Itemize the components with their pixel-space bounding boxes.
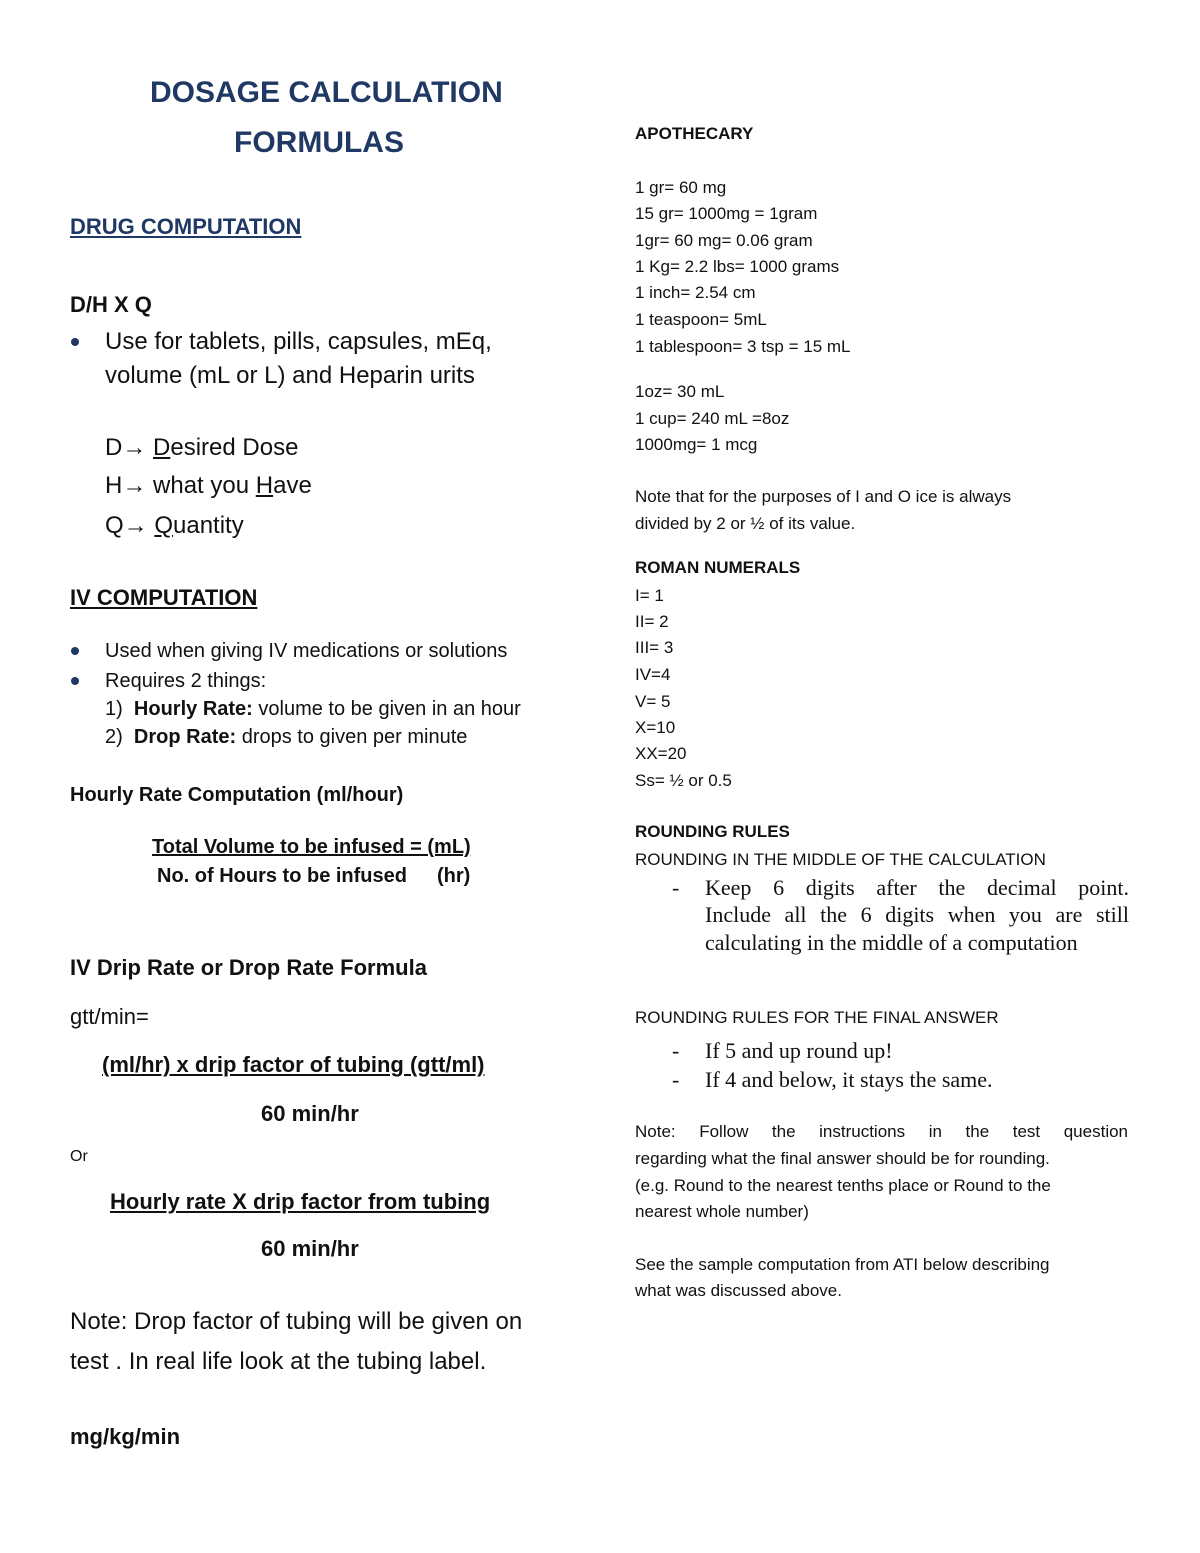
apothecary-heading: APOTHECARY (635, 124, 754, 143)
use-for-line-1: Use for tablets, pills, capsules, mEq, (105, 328, 492, 355)
keep-digits-line-2: Include all the 6 digits when you are still (705, 902, 1129, 927)
apothecary-item: 1gr= 60 mg= 0.06 gram (635, 231, 813, 250)
fraction-denominator: No. of Hours to be infused (hr) (157, 865, 471, 887)
rounding-rule-2: If 4 and below, it stays the same. (705, 1067, 993, 1092)
rounding-note-line-4: nearest whole number) (635, 1202, 809, 1221)
mg-kg-min-heading: mg/kg/min (70, 1424, 181, 1449)
roman-item: Ss= ½ or 0.5 (635, 771, 732, 790)
apothecary-item: 1 cup= 240 mL =8oz (635, 409, 790, 428)
roman-item: XX=20 (635, 744, 687, 763)
dash-marker: - (672, 1067, 680, 1092)
apothecary-item: 1 tablespoon= 3 tsp = 15 mL (635, 337, 851, 356)
roman-item: I= 1 (635, 586, 664, 605)
d-definition: D→ Desired Dose (105, 434, 299, 461)
title-line-1: DOSAGE CALCULATION (150, 76, 503, 109)
apothecary-item: 15 gr= 1000mg = 1gram (635, 204, 818, 223)
q-definition: Q→ Quantity (105, 512, 244, 539)
ice-note-line-1: Note that for the purposes of I and O ice is always (635, 487, 1012, 506)
iv-bullet-2: Requires 2 things: (105, 670, 267, 692)
apothecary-item: 1 gr= 60 mg (635, 178, 727, 197)
iv-bullet-1: Used when giving IV medications or solutions (105, 640, 508, 662)
dash-marker: - (672, 875, 680, 900)
keep-digits-line-3: calculating in the middle of a computation (705, 930, 1078, 955)
or-label: Or (70, 1148, 88, 1165)
apothecary-item: 1 teaspoon= 5mL (635, 310, 767, 329)
apothecary-item: 1000mg= 1 mcg (635, 435, 758, 454)
arrow-icon: → (123, 512, 148, 539)
roman-item: X=10 (635, 718, 676, 737)
title-line-2: FORMULAS (234, 126, 404, 159)
rounding-note-line-2: regarding what the final answer should be for rounding. (635, 1149, 1050, 1168)
hourly-rate-heading: Hourly Rate Computation (ml/hour) (70, 784, 404, 806)
use-for-line-2: volume (mL or L) and Heparin urits (105, 362, 475, 389)
hourly-rate-item: 1) Hourly Rate: volume to be given in an hour (105, 698, 521, 720)
apothecary-item: 1 Kg= 2.2 lbs= 1000 grams (635, 257, 840, 276)
h-definition: H→ what you Have (105, 472, 312, 499)
drop-factor-note-1: Note: Drop factor of tubing will be given on (70, 1308, 523, 1335)
keep-digits-line-1: Keep 6 digits after the decimal point. (705, 875, 1129, 900)
gtt-min-label: gtt/min= (70, 1004, 149, 1029)
rounding-rules-heading: ROUNDING RULES (635, 822, 790, 841)
rounding-note-line-3: (e.g. Round to the nearest tenths place or Round to the (635, 1176, 1051, 1195)
drip-formula-2-denominator: 60 min/hr (261, 1236, 359, 1261)
apothecary-item: 1oz= 30 mL (635, 382, 725, 401)
roman-item: III= 3 (635, 638, 674, 657)
dash-marker: - (672, 1038, 680, 1063)
arrow-icon: → (122, 472, 147, 499)
roman-numerals-heading: ROMAN NUMERALS (635, 558, 801, 577)
see-sample-line-1: See the sample computation from ATI below describing (635, 1255, 1050, 1274)
bullet-icon (71, 677, 79, 685)
roman-item: II= 2 (635, 612, 669, 631)
iv-computation-heading: IV COMPUTATION (70, 585, 258, 610)
ice-note-line-2: divided by 2 or ½ of its value. (635, 514, 856, 533)
drug-computation-heading: DRUG COMPUTATION (70, 214, 302, 239)
roman-item: V= 5 (635, 692, 671, 711)
drop-factor-note-2: test . In real life look at the tubing label. (70, 1348, 487, 1375)
drip-rate-heading: IV Drip Rate or Drop Rate Formula (70, 955, 427, 980)
drip-formula-2-numerator: Hourly rate X drip factor from tubing (110, 1189, 491, 1214)
bullet-icon (71, 338, 79, 346)
rounding-rule-1: If 5 and up round up! (705, 1038, 893, 1063)
dhq-formula: D/H X Q (70, 292, 152, 317)
rounding-note-line-1: Note: Follow the instructions in the test question (635, 1122, 1128, 1141)
arrow-icon: → (122, 434, 147, 461)
drip-formula-1-numerator: (ml/hr) x drip factor of tubing (gtt/ml) (102, 1052, 485, 1077)
bullet-icon (71, 647, 79, 655)
rounding-middle-heading: ROUNDING IN THE MIDDLE OF THE CALCULATION (635, 850, 1046, 869)
see-sample-line-2: what was discussed above. (635, 1281, 842, 1300)
drip-formula-1-denominator: 60 min/hr (261, 1101, 359, 1126)
rounding-final-heading: ROUNDING RULES FOR THE FINAL ANSWER (635, 1008, 999, 1027)
roman-item: IV=4 (635, 665, 671, 684)
apothecary-item: 1 inch= 2.54 cm (635, 283, 756, 302)
fraction-numerator: Total Volume to be infused = (mL) (152, 836, 471, 858)
drop-rate-item: 2) Drop Rate: drops to given per minute (105, 726, 468, 748)
